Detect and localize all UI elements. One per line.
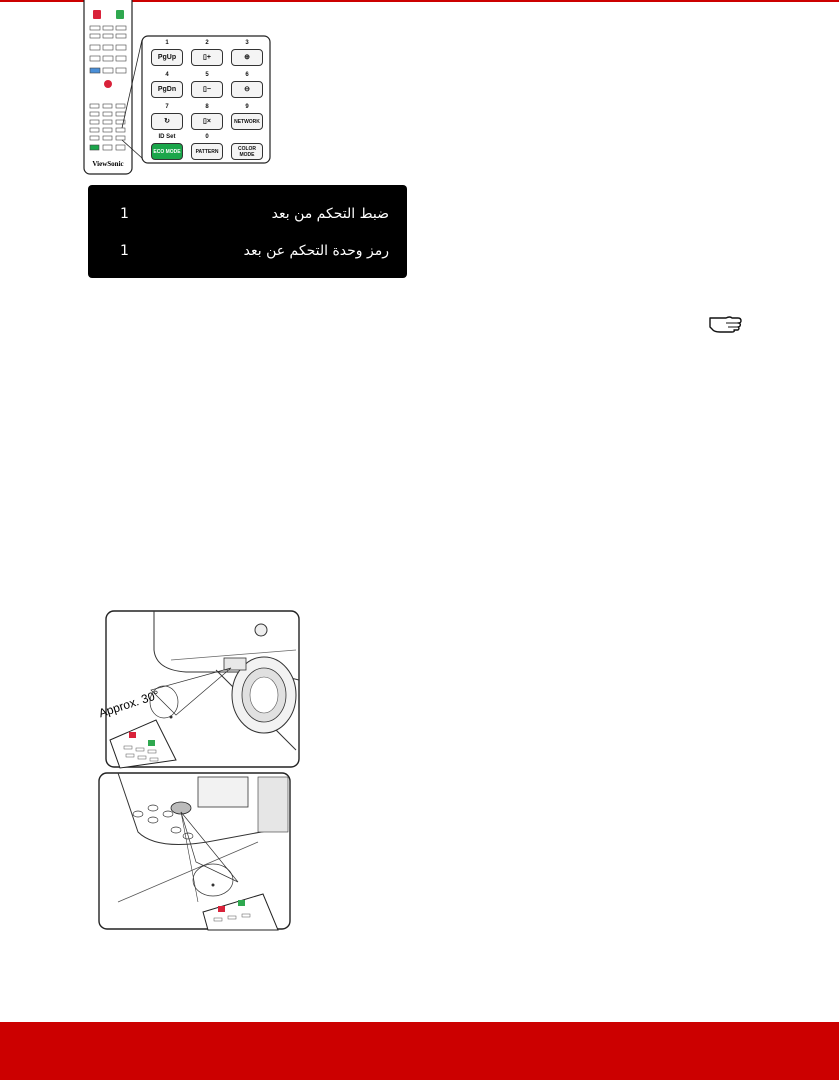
osd-row-value: 1: [120, 206, 129, 222]
osd-menu: [88, 185, 407, 278]
key-number-label: 1: [165, 40, 169, 46]
key-number-label: 4: [165, 72, 169, 78]
key-number-label: ID Set: [158, 134, 176, 140]
key-number-label: 0: [205, 134, 209, 140]
key-number-label: 6: [245, 72, 249, 78]
remote-key: ⊖: [231, 81, 263, 98]
key-number-label: 7: [165, 104, 169, 110]
remote-key: NETWORK: [231, 113, 263, 130]
angle-label: Approx. 30°: [97, 687, 162, 721]
remote-key: PATTERN: [191, 143, 223, 160]
remote-key: ▯+: [191, 49, 223, 66]
remote-key: PgUp: [151, 49, 183, 66]
osd-row: [88, 206, 407, 232]
osd-row: [88, 243, 407, 269]
key-number-label: 8: [205, 104, 209, 110]
key-number-label: 5: [205, 72, 209, 78]
remote-key: ECO MODE: [151, 143, 183, 160]
remote-key: COLOR MODE: [231, 143, 263, 160]
footer-bar: [0, 1022, 839, 1080]
remote-key: ↻: [151, 113, 183, 130]
remote-brand: ViewSonic: [92, 160, 124, 168]
projector-front-receiver-illustration: [96, 610, 302, 770]
osd-row-value: 1: [120, 243, 129, 259]
pointing-hand-icon: [708, 312, 744, 334]
osd-row-label: ضبط التحكم من بعد: [271, 206, 389, 222]
remote-key: ⊕: [231, 49, 263, 66]
key-number-label: 9: [245, 104, 249, 110]
key-number-label: 3: [245, 40, 249, 46]
osd-row-label: رمز وحدة التحكم عن بعد: [243, 243, 389, 259]
remote-key: PgDn: [151, 81, 183, 98]
remote-key: ▯−: [191, 81, 223, 98]
remote-keypad-zoom: [142, 36, 270, 163]
remote-key: ▯×: [191, 113, 223, 130]
key-number-label: 2: [205, 40, 209, 46]
projector-top-receiver-illustration: [98, 772, 298, 932]
